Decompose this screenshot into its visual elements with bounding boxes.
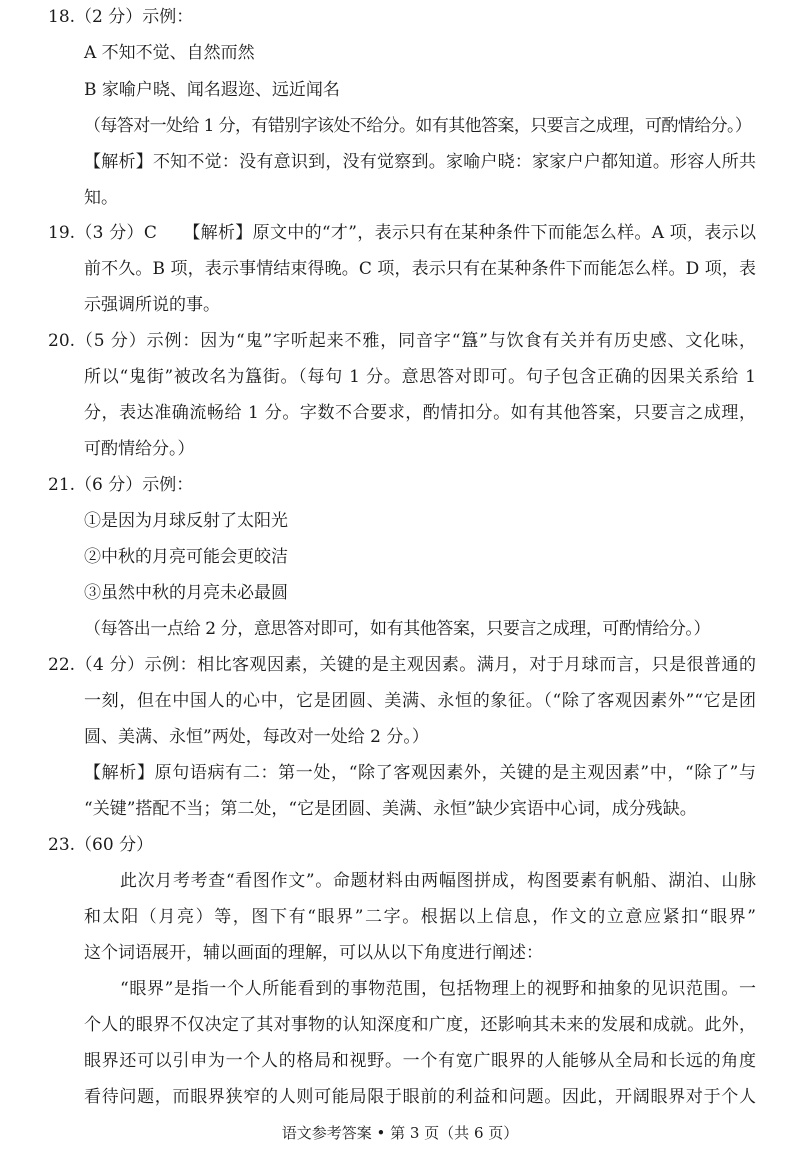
q19-line: 前不久。B 项，表示事情结束得晚。C 项，表示只有在某种条件下而能怎么样。D 项，表	[84, 259, 756, 279]
q19-line: 19.（3 分）C 【解析】原文中的“才”，表示只有在某种条件下而能怎么样。A 项，表示以	[48, 223, 756, 243]
q18-analysis: 【解析】不知不觉：没有意识到，没有觉察到。家喻户晓：家家户户都知道。形容人所共	[84, 152, 756, 172]
q22-line: 22.（4 分）示例：相比客观因素，关键的是主观因素。满月，对于月球而言，只是很普通的	[48, 655, 756, 675]
q22-line: 圆、美满、永恒”两处，每改对一处给 2 分。）	[84, 727, 429, 747]
page-footer: 语文参考答案 • 第 3 页（共 6 页）	[281, 1124, 519, 1142]
q23-heading: 23.（60 分）	[48, 835, 154, 855]
q22-line: 一刻，但在中国人的心中，它是团圆、美满、永恒的象征。（“除了客观因素外”“它是团	[84, 691, 756, 711]
q23-paragraph-line: 和太阳（月亮）等，图下有“眼界”二字。根据以上信息，作文的立意应紧扣“眼界”	[84, 907, 756, 927]
q22-analysis: 【解析】原句语病有二：第一处，“除了客观因素外，关键的是主观因素”中，“除了”与	[84, 763, 756, 783]
q18-option-b: B 家喻户晓、闻名遐迩、远近闻名	[84, 80, 340, 100]
q20-line: 可酌情给分。）	[84, 439, 195, 459]
q21-scoring-note: （每答出一点给 2 分，意思答对即可，如有其他答案，只要言之成理，可酌情给分。）	[84, 619, 711, 639]
q21-item: ③虽然中秋的月亮未必最圆	[84, 583, 288, 603]
q19-line: 示强调所说的事。	[84, 295, 220, 315]
q20-line: 所以“鬼街”被改名为簋街。（每句 1 分。意思答对即可。句子包含正确的因果关系给 1	[84, 367, 756, 387]
q23-paragraph-line: 个人的眼界不仅决定了其对事物的认知深度和广度，还影响其未来的发展和成就。此外，	[84, 1015, 756, 1035]
q23-paragraph-line: 眼界还可以引申为一个人的格局和视野。一个有宽广眼界的人能够从全局和长远的角度	[84, 1051, 756, 1071]
q23-paragraph-line: 此次月考考查“看图作文”。命题材料由两幅图拼成，构图要素有帆船、湖泊、山脉	[120, 871, 756, 891]
q22-analysis-cont: “关键”搭配不当；第二处，“它是团圆、美满、永恒”缺少宾语中心词，成分残缺。	[84, 799, 697, 819]
q23-paragraph-line: 这个词语展开，辅以画面的理解，可以从以下角度进行阐述：	[84, 943, 543, 963]
q21-item: ②中秋的月亮可能会更皎洁	[84, 547, 288, 567]
q21-heading: 21.（6 分）示例：	[48, 475, 194, 495]
q18-scoring-note: （每答对一处给 1 分，有错别字该处不给分。如有其他答案，只要言之成理，可酌情给分。）	[84, 116, 752, 136]
q20-line: 20.（5 分）示例：因为“鬼”字听起来不雅，同音字“簋”与饮食有关并有历史感、文化味，	[48, 331, 756, 351]
q18-heading: 18.（2 分）示例：	[48, 7, 194, 27]
q18-option-a: A 不知不觉、自然而然	[84, 43, 255, 63]
q21-item: ①是因为月球反射了太阳光	[84, 511, 288, 531]
q23-paragraph-line: “眼界”是指一个人所能看到的事物范围，包括物理上的视野和抽象的见识范围。一	[120, 979, 756, 999]
q18-analysis-cont: 知。	[84, 188, 118, 208]
q23-paragraph-line: 看待问题，而眼界狭窄的人则可能局限于眼前的利益和问题。因此，开阔眼界对于个人	[84, 1087, 756, 1107]
q20-line: 分，表达准确流畅给 1 分。字数不合要求，酌情扣分。如有其他答案，只要言之成理，	[84, 403, 756, 423]
